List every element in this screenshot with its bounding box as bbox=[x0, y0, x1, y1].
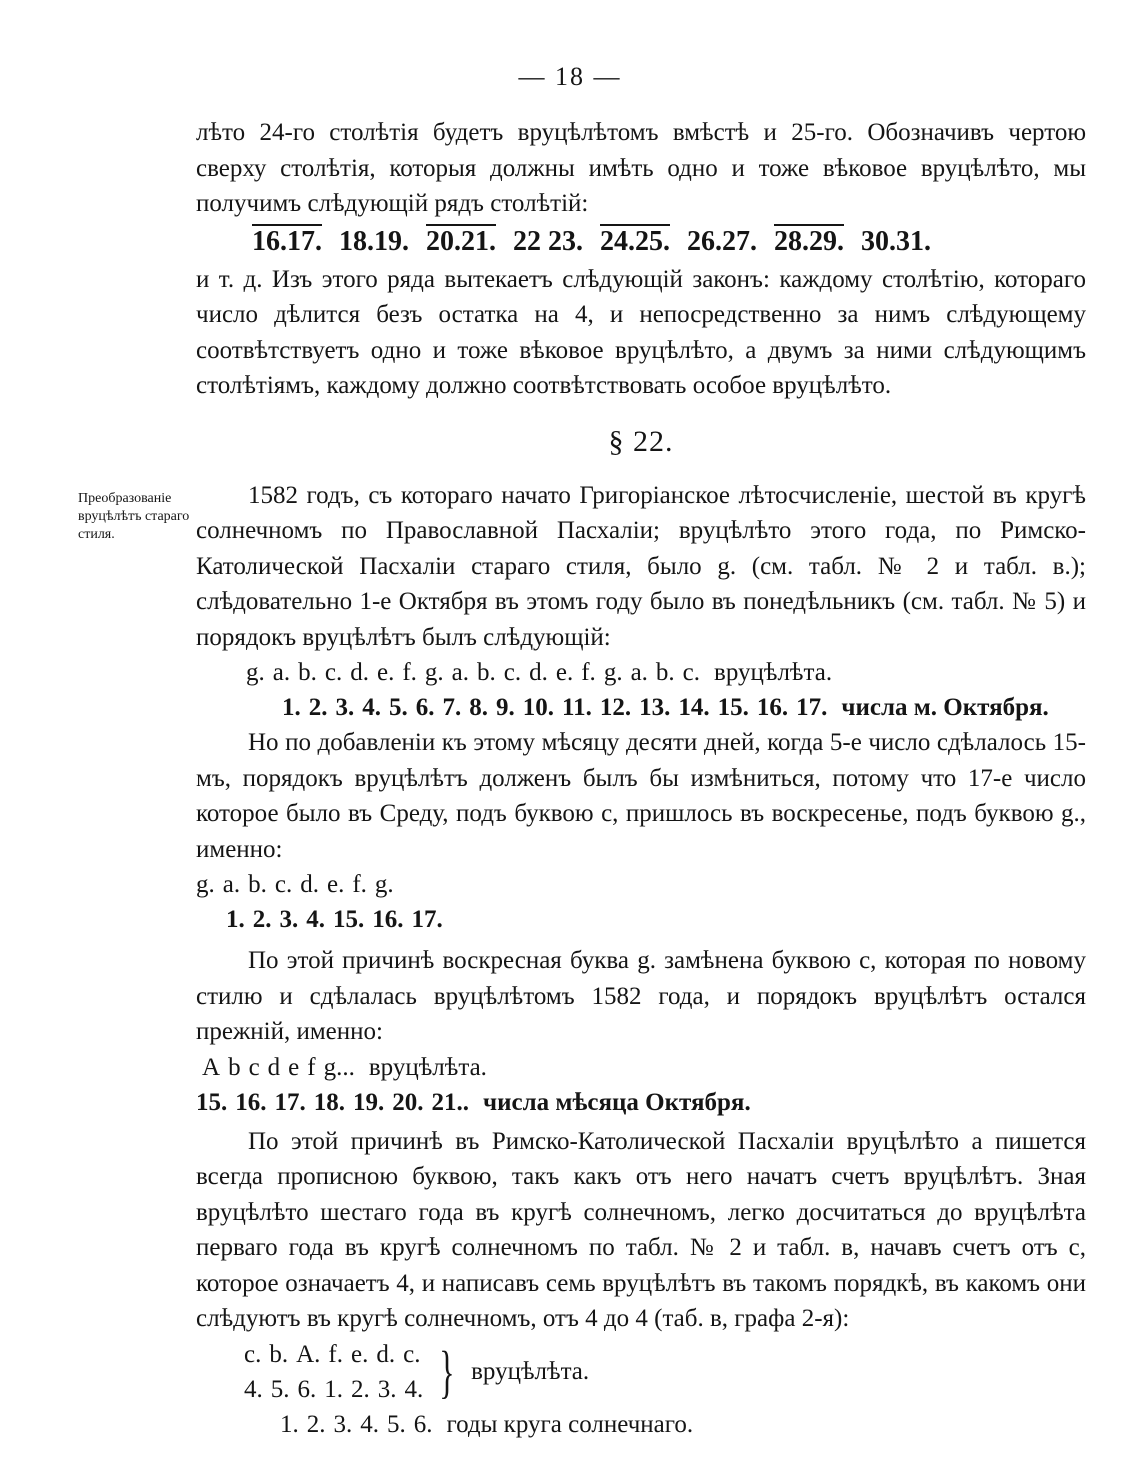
sequence-solar-cycle bbox=[244, 1337, 1086, 1407]
century-pair: 26.27. bbox=[687, 225, 757, 257]
letter-cell: e. bbox=[326, 871, 345, 898]
row-label: вруцѣлѣта. bbox=[714, 659, 833, 686]
year-cell: 3. bbox=[333, 1410, 353, 1438]
letter-cell: d. bbox=[350, 659, 369, 686]
page-number: — 18 — bbox=[518, 62, 622, 91]
letter-cell: d. bbox=[300, 871, 319, 898]
letter-cell: d bbox=[267, 1053, 281, 1081]
letters-row bbox=[246, 655, 840, 690]
letter-cell: b. bbox=[655, 659, 675, 686]
day-cell: 20. bbox=[392, 1088, 424, 1116]
letter-cell: b. bbox=[248, 871, 267, 898]
numbers-row bbox=[244, 1372, 431, 1407]
row-label: годы круга солнечнаго. bbox=[446, 1410, 694, 1438]
sequence-new-style-days bbox=[196, 1085, 759, 1120]
day-cell: 15. bbox=[717, 694, 749, 721]
day-cell: 11. bbox=[562, 694, 592, 721]
century-pair: 24.25. bbox=[600, 225, 670, 257]
brace-glyph: } bbox=[439, 1338, 455, 1404]
body-text bbox=[196, 115, 1086, 1442]
letter-cell: g. bbox=[196, 871, 215, 898]
day-cell: 3. bbox=[279, 906, 299, 933]
letter-cell: g. bbox=[374, 871, 394, 898]
day-cell: 16. bbox=[756, 694, 789, 721]
numbers-row bbox=[196, 1085, 759, 1120]
letter-cell: f. bbox=[581, 659, 596, 686]
number-cell: 4. bbox=[404, 1375, 424, 1403]
row-label: вруцѣлѣта. bbox=[368, 1053, 487, 1081]
day-cell: 8. bbox=[469, 694, 488, 721]
day-cell: 17. bbox=[411, 906, 443, 933]
day-cell: 17. bbox=[274, 1088, 306, 1116]
letter-cell: b. bbox=[269, 1340, 289, 1368]
letter-cell: g. bbox=[603, 659, 623, 686]
sequence-new-style bbox=[202, 1050, 495, 1085]
letters-row bbox=[244, 1337, 428, 1372]
century-pair: 18.19. bbox=[339, 225, 409, 257]
day-cell: 21.. bbox=[431, 1088, 469, 1116]
day-cell: 16. bbox=[372, 906, 404, 933]
day-cell: 13. bbox=[639, 694, 671, 721]
century-pair: 20.21. bbox=[426, 225, 496, 257]
century-pair: 28.29. bbox=[774, 225, 844, 257]
day-cell: 10. bbox=[522, 694, 554, 721]
letter-cell: d. bbox=[529, 659, 548, 686]
day-cell: 4. bbox=[306, 906, 325, 933]
day-cell: 9. bbox=[496, 694, 515, 721]
year-cell: 1. bbox=[280, 1410, 299, 1438]
century-law-paragraph: и т. д. Изъ этого ряда вытекаетъ слѣдующій законъ: каждому столѣтію, котораго число дѣлится безъ остатка на 4, и непосредственно за нимъ слѣдующему соотвѣтствуетъ одно и тоже вѣковое вруцѣлѣто, а двумъ за ними слѣдующимъ столѣтіямъ, каждому должно соотвѣтствовать особое вруцѣлѣто. bbox=[196, 265, 1086, 399]
letter-cell: b bbox=[228, 1053, 241, 1081]
letter-cell: A bbox=[202, 1053, 221, 1081]
number-cell: 1. bbox=[324, 1375, 343, 1403]
sequence-shifted bbox=[196, 867, 402, 902]
day-cell: 2. bbox=[308, 694, 328, 721]
year-cell: 2. bbox=[306, 1410, 326, 1438]
letter-cell: d. bbox=[376, 1340, 396, 1368]
letter-cell: e. bbox=[555, 659, 574, 686]
century-row bbox=[252, 222, 1086, 262]
paragraph-1582: 1582 годъ, съ котораго начато Григоріанское лѣтосчисленіе, шестой въ кругѣ солнечномъ по Православной Пасхаліи; вруцѣлѣто этого года, по Римско-Католической Пасхаліи стараго стиля, было g. (см. табл. № 2 и табл. в.); слѣдовательно 1-е Октября въ этомъ году было въ понедѣльникъ (см. табл. № 5) и порядокъ вруцѣлѣтъ былъ слѣдующій: bbox=[196, 481, 1086, 651]
year-cell: 5. bbox=[387, 1410, 406, 1438]
day-cell: 1. bbox=[226, 906, 245, 933]
day-cell: 12. bbox=[599, 694, 632, 721]
intro-paragraph: лѣто 24-го столѣтія будетъ вруцѣлѣтомъ вмѣстѣ и 25-го. Обозначивъ чертою сверху столѣтія, которыя должны имѣть одно и тоже вѣковое вруцѣлѣто, мы получимъ слѣдующій рядъ столѣтій: bbox=[196, 119, 1086, 217]
letter-cell: A. bbox=[296, 1340, 321, 1368]
sequence-shifted-days bbox=[226, 902, 451, 937]
letter-cell: f. bbox=[402, 659, 417, 686]
sequence-years bbox=[280, 1407, 701, 1442]
century-pair: 22 23. bbox=[513, 225, 583, 257]
letters-row bbox=[196, 867, 402, 902]
letter-cell: c. bbox=[403, 1340, 421, 1368]
row-label: числа м. Октября. bbox=[841, 694, 1049, 721]
day-cell: 14. bbox=[678, 694, 710, 721]
number-cell: 6. bbox=[297, 1375, 317, 1403]
row-label: числа мѣсяца Октября. bbox=[483, 1088, 751, 1116]
numbers-row bbox=[282, 690, 1057, 725]
day-cell: 4. bbox=[362, 694, 381, 721]
letter-cell: f bbox=[307, 1053, 316, 1081]
sequence-old-style bbox=[246, 655, 840, 690]
paragraph-added-days: Но по добавленіи къ этому мѣсяцу десяти дней, когда 5-е число сдѣлалось 15-мъ, порядокъ вруцѣлѣтъ долженъ былъ бы измѣниться, потому что 17-е число которое было въ Среду, подъ буквою с, пришлось въ воскресенье, подъ буквою g., именно: bbox=[196, 729, 1086, 863]
number-cell: 5. bbox=[270, 1375, 290, 1403]
letter-cell: c. bbox=[244, 1340, 262, 1368]
century-pair: 30.31. bbox=[861, 225, 931, 257]
day-cell: 15. bbox=[196, 1088, 228, 1116]
day-cell: 7. bbox=[442, 694, 462, 721]
paragraph-sunday-letter: По этой причинѣ воскресная буква g. замѣнена буквою с, которая по новому стилю и сдѣлалась вруцѣлѣтомъ 1582 года, и порядокъ вруцѣлѣтъ остался прежній, именно: bbox=[196, 947, 1086, 1045]
solar-rows bbox=[244, 1337, 431, 1407]
letter-cell: c. bbox=[324, 659, 343, 686]
day-cell: 2. bbox=[252, 906, 272, 933]
number-cell: 2. bbox=[351, 1375, 370, 1403]
letter-cell: c. bbox=[503, 659, 522, 686]
letter-cell: c. bbox=[274, 871, 293, 898]
paragraph-capital-a: По этой причинѣ въ Римско-Католической Пасхаліи вруцѣлѣто a пишется всегда прописною буквою, такъ какъ отъ него начатъ счетъ вруцѣлѣтъ. Зная вруцѣлѣто шестаго года въ кругѣ солнечномъ, легко досчитаться до вруцѣлѣта перваго года въ кругѣ солнечномъ по табл. № 2 и табл. в, начавъ счетъ отъ с, которое означаетъ 4, и написавъ семь вруцѣлѣтъ въ такомъ порядкѣ, въ какомъ они слѣдуютъ въ кругѣ солнечномъ, отъ 4 до 4 (таб. в, графа 2-я): bbox=[196, 1127, 1086, 1332]
letter-cell: b. bbox=[298, 659, 317, 686]
letter-cell: a. bbox=[451, 659, 470, 686]
letter-cell: b. bbox=[477, 659, 496, 686]
section-heading: § 22. bbox=[608, 424, 674, 458]
letter-cell: g. bbox=[424, 659, 444, 686]
day-cell: 18. bbox=[313, 1088, 345, 1116]
letter-cell: f. bbox=[328, 1340, 343, 1368]
letter-cell: g... bbox=[323, 1053, 355, 1081]
letter-cell: e. bbox=[376, 659, 395, 686]
letter-cell: g. bbox=[246, 659, 265, 686]
letter-cell: a. bbox=[222, 871, 241, 898]
number-cell: 4. bbox=[244, 1375, 263, 1403]
day-cell: 19. bbox=[353, 1088, 385, 1116]
year-cell: 6. bbox=[413, 1410, 433, 1438]
number-cell: 3. bbox=[377, 1375, 397, 1403]
letter-cell: a. bbox=[630, 659, 648, 686]
day-cell: 17. bbox=[796, 694, 828, 721]
day-cell: 1. bbox=[282, 694, 301, 721]
day-cell: 6. bbox=[415, 694, 435, 721]
margin-note: Преобразованіе вруцѣлѣтъ стараго стиля. bbox=[78, 491, 190, 542]
letter-cell: c. bbox=[682, 659, 701, 686]
day-cell: 5. bbox=[389, 694, 408, 721]
day-cell: 15. bbox=[333, 906, 365, 933]
day-cell: 16. bbox=[235, 1088, 267, 1116]
brace-label: вруцѣлѣта. bbox=[471, 1357, 590, 1385]
letter-cell: a. bbox=[272, 659, 291, 686]
sequence-old-style-days bbox=[282, 690, 1057, 725]
years-row bbox=[280, 1407, 701, 1442]
letter-cell: e bbox=[288, 1053, 300, 1081]
letters-row bbox=[202, 1050, 495, 1085]
numbers-row bbox=[226, 902, 451, 937]
day-cell: 3. bbox=[335, 694, 355, 721]
letter-cell: e. bbox=[351, 1340, 369, 1368]
letter-cell: f. bbox=[352, 871, 367, 898]
year-cell: 4. bbox=[360, 1410, 379, 1438]
century-pair: 16.17. bbox=[252, 225, 322, 257]
letter-cell: c bbox=[248, 1053, 260, 1081]
